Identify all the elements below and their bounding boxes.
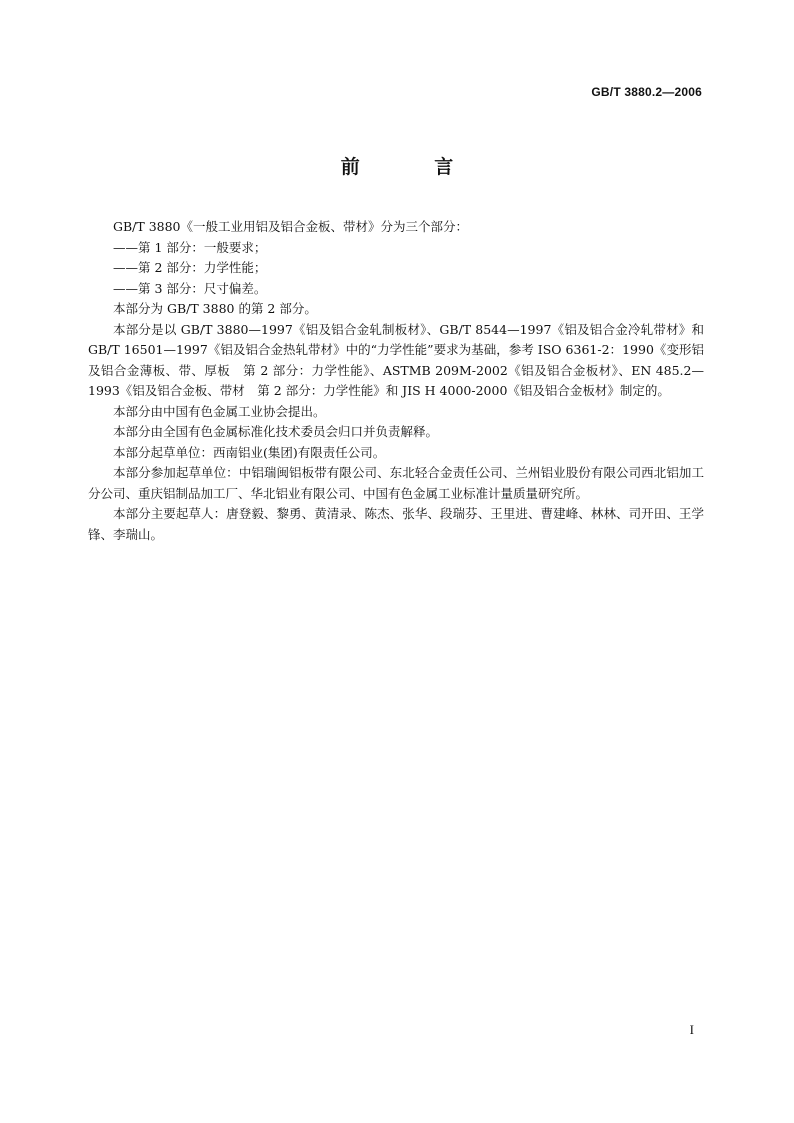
paragraph-drafters: 本部分主要起草人：唐登毅、黎勇、黄清录、陈杰、张华、段瑞芬、王里进、曹建峰、林林、司开田、王学锋、李瑞山。 <box>88 506 704 542</box>
paragraph-participating-units: 本部分参加起草单位：中铝瑞闽铝板带有限公司、东北轻合金责任公司、兰州铝业股份有限公司西北铝加工分公司、重庆铝制品加工厂、华北铝业有限公司、中国有色金属工业标准计量质量研究所。 <box>88 465 704 501</box>
paragraph-basis: 本部分是以 GB/T 3880—1997《铝及铝合金轧制板材》、GB/T 8544—1997《铝及铝合金冷轧带材》和 GB/T 16501—1997《铝及铝合金热轧带材》中的“力学性能”要求为基础，参考 ISO 6361-2：1990《变形铝及铝合金薄板、带、厚板 第 2 部分：力学性能》、ASTMB 209M-2002《铝及铝合金板材》、EN 485.2—1993《铝及铝合金板、带材 第 2 部分：力学性能》和 JIS H 4000-2000《铝及铝合金板材》制定的。 <box>88 321 704 398</box>
paragraph-administered-by: 本部分由全国有色金属标准化技术委员会归口并负责解释。 <box>113 424 439 439</box>
page-number: I <box>689 1022 694 1037</box>
paragraph-drafting-unit: 本部分起草单位：西南铝业(集团)有限责任公司。 <box>113 444 386 460</box>
preface-body <box>88 217 704 545</box>
paragraph-this-part: 本部分为 GB/T 3880 的第 2 部分。 <box>113 301 317 316</box>
paragraph-part-3: ——第 3 部分：尺寸偏差。 <box>113 280 267 296</box>
paragraph-part-2: ——第 2 部分：力学性能； <box>113 260 267 275</box>
page-title: 前 言 <box>340 156 488 178</box>
paragraph-part-1: ——第 1 部分：一般要求； <box>113 239 267 255</box>
paragraph-parts-intro: GB/T 3880《一般工业用铝及铝合金板、带材》分为三个部分： <box>113 219 469 234</box>
paragraph-proposed-by: 本部分由中国有色金属工业协会提出。 <box>113 403 326 419</box>
standard-number: GB/T 3880.2—2006 <box>591 85 702 99</box>
